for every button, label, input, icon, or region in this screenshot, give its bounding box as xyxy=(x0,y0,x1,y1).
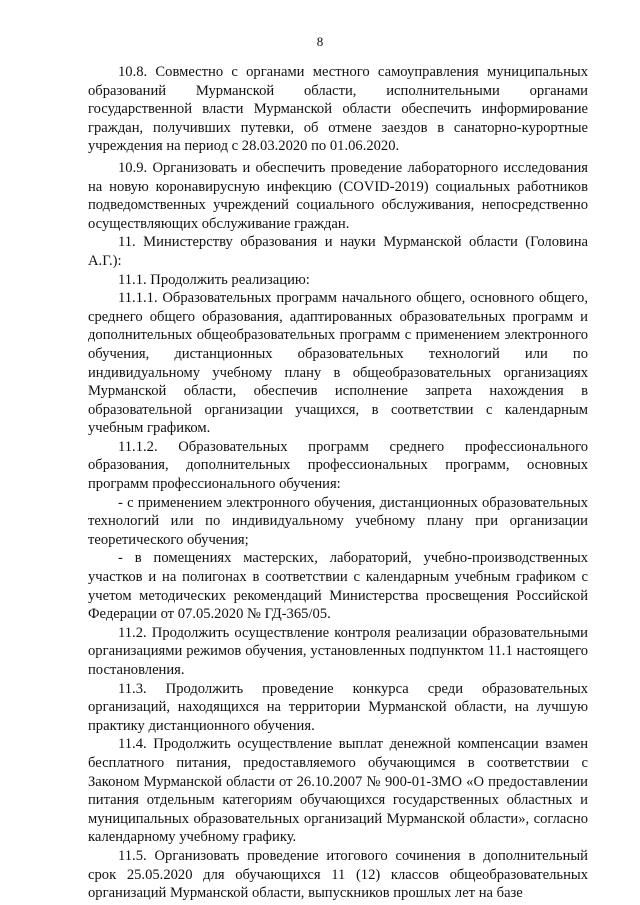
paragraph-10-8: 10.8. Совместно с органами местного самоуправления муниципальных образований Мурманской области, исполнительными органами государственной власти Мурманской области обеспечить информирование граждан, получивших путевки, об отмене заездов в санаторно-курортные учреждения на период с 28.03.2020 по 01.06.2020. xyxy=(88,64,588,155)
paragraph-10-9: 10.9. Организовать и обеспечить проведение лабораторного исследования на новую коронавирусную инфекцию (COVID-2019) социальных работников подведомственных учреждений социального обслуживания, непосредственно осуществляющих обслуживание граждан. xyxy=(88,159,588,232)
paragraph-11: 11. Министерству образования и науки Мурманской области (Головина А.Г.): xyxy=(88,234,588,269)
paragraph-11-4: 11.4. Продолжить осуществление выплат денежной компенсации взамен бесплатного питания, предоставляемого обучающимся в соответствии с Законом Мурманской области от 26.10.2007 № 900-01-ЗМО «О предоставлении питания отдельным категориям обучающихся государственных областных и муниципальных образовательных организаций Мурманской области», согласно календарному учебному графику. xyxy=(88,736,588,846)
paragraph-11-1-2: 11.1.2. Образовательных программ среднего профессионального образования, дополнительных профессиональных программ, основных программ профессионального обучения: xyxy=(88,438,588,493)
paragraph-11-5: 11.5. Организовать проведение итогового сочинения в дополнительный срок 25.05.2020 для обучающихся 11 (12) классов общеобразовательных организаций Мурманской области, выпускников прошлых лет на базе xyxy=(88,847,588,902)
list-item-workshops: - в помещениях мастерских, лабораторий, учебно-производственных участков и на полигонах в соответствии с календарным учебным графиком с учетом методических рекомендаций Министерства просвещения Российской Федерации от 07.05.2020 № ГД-365/05. xyxy=(88,550,588,623)
document-body xyxy=(88,63,588,903)
page-number: 8 xyxy=(316,34,324,49)
paragraph-11-2: 11.2. Продолжить осуществление контроля реализации образовательными организациями режимов обучения, установленных подпунктом 11.1 настоящего постановления. xyxy=(88,624,588,678)
paragraph-11-1-1: 11.1.1. Образовательных программ начального общего, основного общего, среднего общего образования, адаптированных образовательных программ и дополнительных общеобразовательных программ с применением электронного обучения, дистанционных образовательных технологий или по индивидуальному учебному плану в общеобразовательных организациях Мурманской области, обеспечив исполнение запрета нахождения в образовательной организации учащихся, в соответствии с календарным учебным графиком. xyxy=(88,290,588,437)
list-item-electronic-learning: - с применением электронного обучения, дистанционных образовательных технологий или по индивидуальному учебному плану при организации теоретического обучения; xyxy=(88,494,588,548)
paragraph-11-3: 11.3. Продолжить проведение конкурса среди образовательных организаций, находящихся на территории Мурманской области, на лучшую практику дистанционного обучения. xyxy=(88,680,588,734)
paragraph-11-1: 11.1. Продолжить реализацию: xyxy=(118,271,310,288)
